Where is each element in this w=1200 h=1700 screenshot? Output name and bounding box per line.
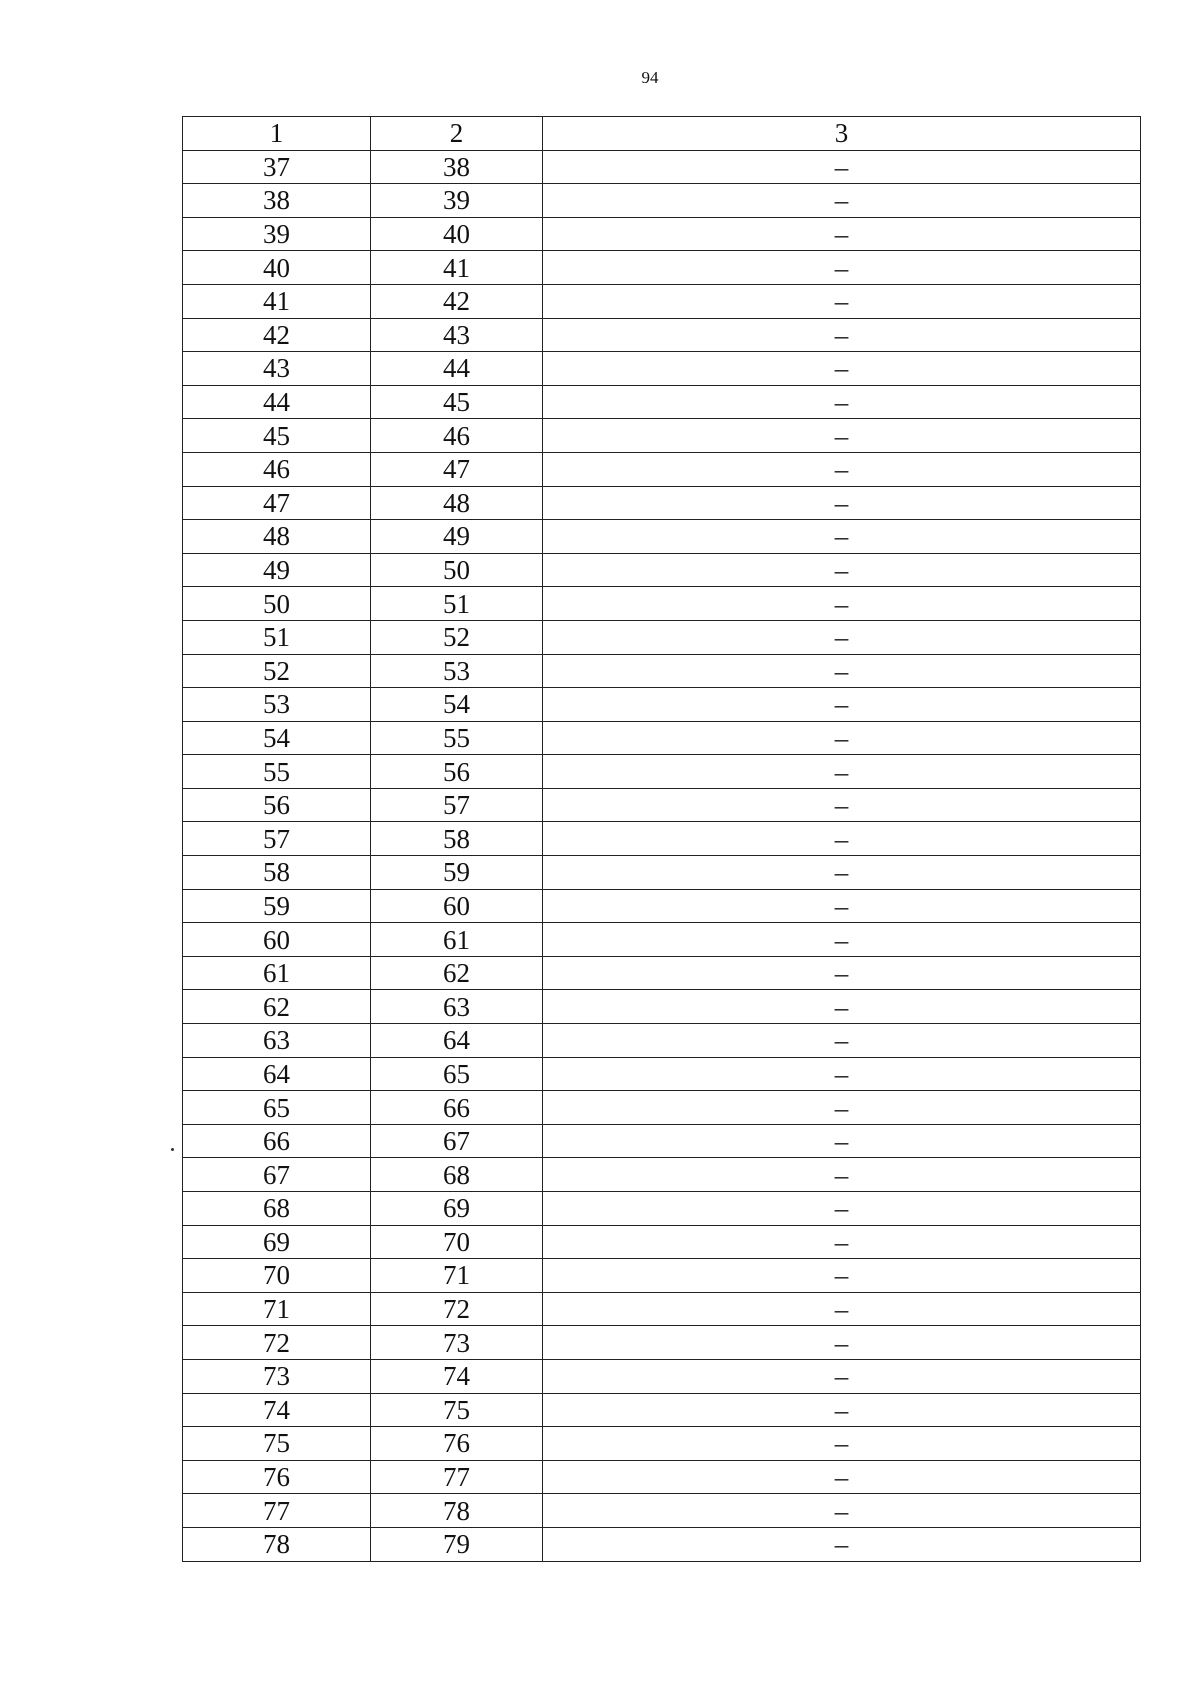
table-row [183,1192,1141,1226]
table-row [183,217,1141,251]
table-cell-col-3: – [543,419,1141,453]
table-cell-col-2: 50 [371,553,543,587]
table-cell-col-1: 74 [183,1393,371,1427]
table-cell-col-3: – [543,990,1141,1024]
table-cell-col-1: 65 [183,1091,371,1125]
table-cell-col-1: 78 [183,1527,371,1561]
table-cell-col-2: 51 [371,587,543,621]
table-cell-col-3: – [543,856,1141,890]
table-cell-col-3: – [543,1091,1141,1125]
table-cell-col-1: 62 [183,990,371,1024]
table-cell-col-1: 46 [183,452,371,486]
table-cell-col-1: 52 [183,654,371,688]
table-cell-col-1: 47 [183,486,371,520]
table-row [183,1091,1141,1125]
table-cell-col-1: 57 [183,822,371,856]
table-cell-col-1: 50 [183,587,371,621]
table-row [183,1393,1141,1427]
table-cell-col-2: 78 [371,1494,543,1528]
table-cell-col-3: – [543,1158,1141,1192]
table-cell-col-2: 40 [371,217,543,251]
table-cell-col-2: 57 [371,788,543,822]
table-cell-col-3: – [543,385,1141,419]
table-cell-col-2: 77 [371,1460,543,1494]
table-cell-col-2: 58 [371,822,543,856]
table-cell-col-3: – [543,520,1141,554]
table-cell-col-1: 42 [183,318,371,352]
table-row [183,1326,1141,1360]
table-cell-col-1: 54 [183,721,371,755]
table-cell-col-3: – [543,1527,1141,1561]
table-cell-col-1: 53 [183,688,371,722]
table-cell-col-3: – [543,352,1141,386]
table-cell-col-2: 56 [371,755,543,789]
table-cell-col-2: 55 [371,721,543,755]
table-cell-col-2: 65 [371,1057,543,1091]
table-cell-col-3: – [543,318,1141,352]
table-row [183,318,1141,352]
table-cell-col-1: 39 [183,217,371,251]
table-cell-col-2: 63 [371,990,543,1024]
table-cell-col-3: – [543,1225,1141,1259]
table-cell-col-3: – [543,889,1141,923]
table-row [183,889,1141,923]
table-row [183,654,1141,688]
table-cell-col-3: – [543,1393,1141,1427]
header-cell-col-3: 3 [543,117,1141,151]
table-cell-col-2: 75 [371,1393,543,1427]
table-cell-col-3: – [543,1259,1141,1293]
table-cell-col-1: 38 [183,184,371,218]
table-row [183,721,1141,755]
header-cell-col-1: 1 [183,117,371,151]
table-cell-col-2: 47 [371,452,543,486]
table-row [183,620,1141,654]
table-row [183,1259,1141,1293]
table-cell-col-1: 68 [183,1192,371,1226]
table-cell-col-1: 71 [183,1292,371,1326]
table-cell-col-3: – [543,150,1141,184]
table-row [183,184,1141,218]
table-cell-col-3: – [543,553,1141,587]
table-cell-col-1: 40 [183,251,371,285]
table-cell-col-2: 61 [371,923,543,957]
table-cell-col-3: – [543,1326,1141,1360]
table-cell-col-1: 37 [183,150,371,184]
table-cell-col-2: 76 [371,1427,543,1461]
table-cell-col-3: – [543,486,1141,520]
table-cell-col-2: 39 [371,184,543,218]
table-cell-col-3: – [543,956,1141,990]
page-number: 94 [641,68,659,87]
table-row [183,1494,1141,1528]
data-table [182,116,1141,1562]
table-row [183,284,1141,318]
table-cell-col-2: 49 [371,520,543,554]
table-cell-col-2: 69 [371,1192,543,1226]
table-cell-col-1: 56 [183,788,371,822]
table-row [183,822,1141,856]
table-row [183,486,1141,520]
table-row [183,1124,1141,1158]
table-cell-col-3: – [543,923,1141,957]
table-row [183,1225,1141,1259]
table-cell-col-2: 38 [371,150,543,184]
table-row [183,990,1141,1024]
table-cell-col-2: 52 [371,620,543,654]
table-cell-col-1: 70 [183,1259,371,1293]
table-cell-col-3: – [543,755,1141,789]
table-cell-col-3: – [543,1460,1141,1494]
table-row [183,1024,1141,1058]
table-cell-col-1: 58 [183,856,371,890]
table-cell-col-3: – [543,620,1141,654]
table-cell-col-3: – [543,452,1141,486]
table-cell-col-2: 60 [371,889,543,923]
table-cell-col-1: 51 [183,620,371,654]
table-cell-col-2: 71 [371,1259,543,1293]
table-row [183,1359,1141,1393]
table-row [183,452,1141,486]
table-cell-col-3: – [543,1024,1141,1058]
table-cell-col-2: 68 [371,1158,543,1192]
table-cell-col-2: 73 [371,1326,543,1360]
table-row [183,385,1141,419]
table-cell-col-2: 54 [371,688,543,722]
table-cell-col-3: – [543,1359,1141,1393]
table-cell-col-3: – [543,688,1141,722]
table-cell-col-2: 45 [371,385,543,419]
table-cell-col-2: 66 [371,1091,543,1125]
table-cell-col-3: – [543,822,1141,856]
table-row [183,755,1141,789]
table-row [183,150,1141,184]
table-cell-col-1: 60 [183,923,371,957]
table-row [183,587,1141,621]
table-row [183,1460,1141,1494]
table-cell-col-1: 72 [183,1326,371,1360]
table-row [183,688,1141,722]
table-row [183,1057,1141,1091]
table-cell-col-1: 64 [183,1057,371,1091]
table-cell-col-2: 59 [371,856,543,890]
table-row [183,553,1141,587]
table-cell-col-1: 49 [183,553,371,587]
table-cell-col-1: 45 [183,419,371,453]
table-cell-col-2: 44 [371,352,543,386]
table-cell-col-3: – [543,1292,1141,1326]
table-cell-col-2: 53 [371,654,543,688]
table-cell-col-2: 70 [371,1225,543,1259]
table-cell-col-1: 66 [183,1124,371,1158]
table-cell-col-3: – [543,788,1141,822]
table-cell-col-3: – [543,251,1141,285]
table-cell-col-3: – [543,1427,1141,1461]
table-cell-col-2: 46 [371,419,543,453]
table-row [183,419,1141,453]
table-cell-col-1: 67 [183,1158,371,1192]
table-row [183,856,1141,890]
table-cell-col-1: 61 [183,956,371,990]
table-row [183,1527,1141,1561]
table-cell-col-1: 43 [183,352,371,386]
table-cell-col-2: 64 [371,1024,543,1058]
table-row [183,788,1141,822]
table-cell-col-1: 76 [183,1460,371,1494]
table-cell-col-2: 42 [371,284,543,318]
table-cell-col-1: 48 [183,520,371,554]
table-cell-col-1: 63 [183,1024,371,1058]
table-cell-col-3: – [543,587,1141,621]
table-cell-col-3: – [543,217,1141,251]
table-row [183,251,1141,285]
table-cell-col-1: 41 [183,284,371,318]
table-cell-col-2: 72 [371,1292,543,1326]
table-row [183,1292,1141,1326]
table-cell-col-1: 55 [183,755,371,789]
table-cell-col-3: – [543,721,1141,755]
table-cell-col-1: 77 [183,1494,371,1528]
table-cell-col-1: 75 [183,1427,371,1461]
table-cell-col-3: – [543,1057,1141,1091]
table-cell-col-1: 44 [183,385,371,419]
table-row [183,923,1141,957]
table-cell-col-3: – [543,1124,1141,1158]
table-cell-col-3: – [543,284,1141,318]
table-cell-col-2: 74 [371,1359,543,1393]
table-cell-col-3: – [543,184,1141,218]
table-cell-col-2: 48 [371,486,543,520]
table-row [183,1427,1141,1461]
table-header-row [183,117,1141,151]
table-row [183,520,1141,554]
table-row [183,1158,1141,1192]
table-row [183,352,1141,386]
scan-speck [171,1148,174,1151]
table-cell-col-1: 59 [183,889,371,923]
header-cell-col-2: 2 [371,117,543,151]
table-cell-col-2: 43 [371,318,543,352]
table-cell-col-2: 67 [371,1124,543,1158]
table-cell-col-1: 69 [183,1225,371,1259]
table-cell-col-2: 41 [371,251,543,285]
table-row [183,956,1141,990]
table-cell-col-2: 62 [371,956,543,990]
table-cell-col-3: – [543,1192,1141,1226]
table-cell-col-1: 73 [183,1359,371,1393]
table-cell-col-3: – [543,654,1141,688]
data-table-container [182,116,1140,1562]
table-cell-col-3: – [543,1494,1141,1528]
table-body [183,117,1141,1562]
table-cell-col-2: 79 [371,1527,543,1561]
